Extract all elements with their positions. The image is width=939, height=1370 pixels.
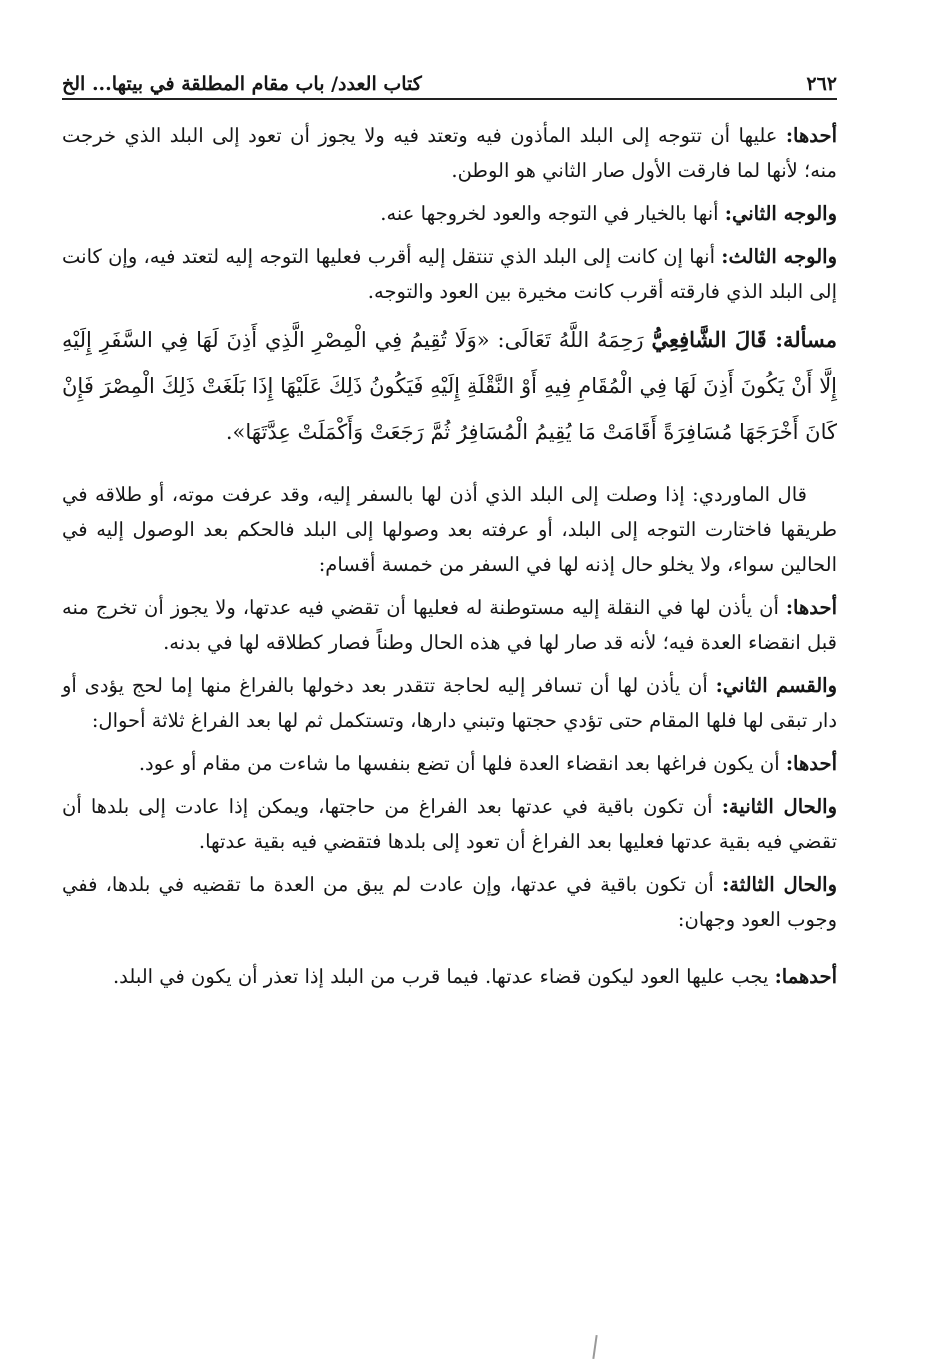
paragraph-label: والوجه الثاني: [724,202,837,225]
paragraph-label: والوجه الثالث: [721,245,837,268]
running-head: كتاب العدد/ باب مقام المطلقة في بيتها... الخ [62,73,422,95]
paragraph-text: أن يكون فراغها بعد انقضاء العدة فلها أن تضع بنفسها ما شاءت من مقام أو عود. [138,752,786,775]
paragraph [62,477,837,582]
paragraph-label: والحال الثانية: [721,795,837,818]
paragraph [62,789,837,859]
paragraph-text: أن يأذن لها أن تسافر إليه لحاجة تتقدر بعد دخولها بالفراغ منها إما لحج يؤدى أو دار تبقى لها فلها المقام حتى تؤدي حجتها وتبني دارها، وتستكمل ثم لها بعد الفراغ ثلاثة أحوال: [62,674,837,732]
paragraph-text: أن تكون باقية في عدتها، وإن عادت لم يبق من العدة ما تقضيه في بلدها، ففي وجوب العود وجهان: [62,873,837,931]
paragraph-label: مسألة: قَالَ الشَّافِعِيُّ [651,327,837,352]
paragraph [62,746,837,781]
paragraph [62,590,837,660]
paragraph-label: أحدها: [785,124,837,147]
paragraph [62,959,837,994]
paragraph [62,239,837,309]
paragraph-label: والحال الثالثة: [722,873,837,896]
paragraph-label: أحدها: [785,752,837,775]
paragraph-text: أن تكون باقية في عدتها بعد الفراغ من حاجتها، ويمكن إذا عادت إلى بلدها أن تقضي فيه بقية عدتها فعليها بعد الفراغ أن تعود إلى بلدها فتقضي فيه بقية عدتها. [62,795,837,853]
paragraph [62,668,837,738]
paragraph-text: يجب عليها العود ليكون قضاء عدتها. فيما قرب من البلد إذا تعذر أن يكون في البلد. [112,965,775,988]
paragraph-label: أحدها: [785,596,837,619]
body-text [62,118,837,994]
paragraph-text: أنها بالخيار في التوجه والعود لخروجها عنه. [380,202,725,225]
paragraph-label: والقسم الثاني: [715,674,837,697]
paragraph [62,867,837,937]
paragraph-text: قال الماوردي: إذا وصلت إلى البلد الذي أذن لها بالسفر إليه، وقد عرفت موته، أو طلاقه في طريقها فاختارت التوجه إلى البلد، أو عرفته بعد وصولها إلى البلد فالحكم بعد الوصول إليه في الحالين سواء، ولا يخلو حال إذنه لها في السفر من خمسة أقسام: [62,483,837,576]
page-header [62,70,837,100]
paragraph-text: رَحِمَهُ اللَّهُ تَعَالَى: «وَلَا تُقِيمُ فِي الْمِصْرِ الَّذِي أَذِنَ لَهَا فِي السَّفَرِ إِلَيْهِ إِلَّا أَنْ يَكُونَ أَذِنَ لَهَا فِي الْمُقَامِ فِيهِ أَوْ النَّقْلَةِ إِلَيْهِ فَيَكُونُ ذَلِكَ عَلَيْهَا إِذَا بَلَغَتْ ذَلِكَ الْمِصْرَ فَإِنْ كَانَ أَخْرَجَهَا مُسَافِرَةً أَقَامَتْ مَا يُقِيمُ الْمُسَافِرُ ثُمَّ رَجَعَتْ وَأَكْمَلَتْ عِدَّتَهَا». [62,328,837,444]
paragraph [62,196,837,231]
page-number: ٢٦٢ [806,73,837,95]
book-page [62,70,837,1350]
quoted-matn-paragraph [62,317,837,455]
paragraph-text: أن يأذن لها في النقلة إليه مستوطنة له فعليها أن تقضي فيه عدتها، ولا يجوز أن تخرج منه قبل انقضاء العدة فيه؛ لأنه قد صار لها في هذه الحال وطناً فصار كطلاقه لها في بدنه. [62,596,837,654]
paragraph-text: عليها أن تتوجه إلى البلد المأذون فيه وتعتد فيه ولا يجوز أن تعود إلى البلد الذي خرجت منه؛ لأنها لما فارقت الأول صار الثاني هو الوطن. [62,124,837,182]
paragraph-label: أحدهما: [774,965,837,988]
paragraph-text: أنها إن كانت إلى البلد الذي تنتقل إليه أقرب فعليها التوجه إليه لتعتد فيه، وإن كانت إلى البلد الذي فارقته أقرب كانت مخيرة بين العود والتوجه. [62,245,837,303]
paragraph [62,118,837,188]
